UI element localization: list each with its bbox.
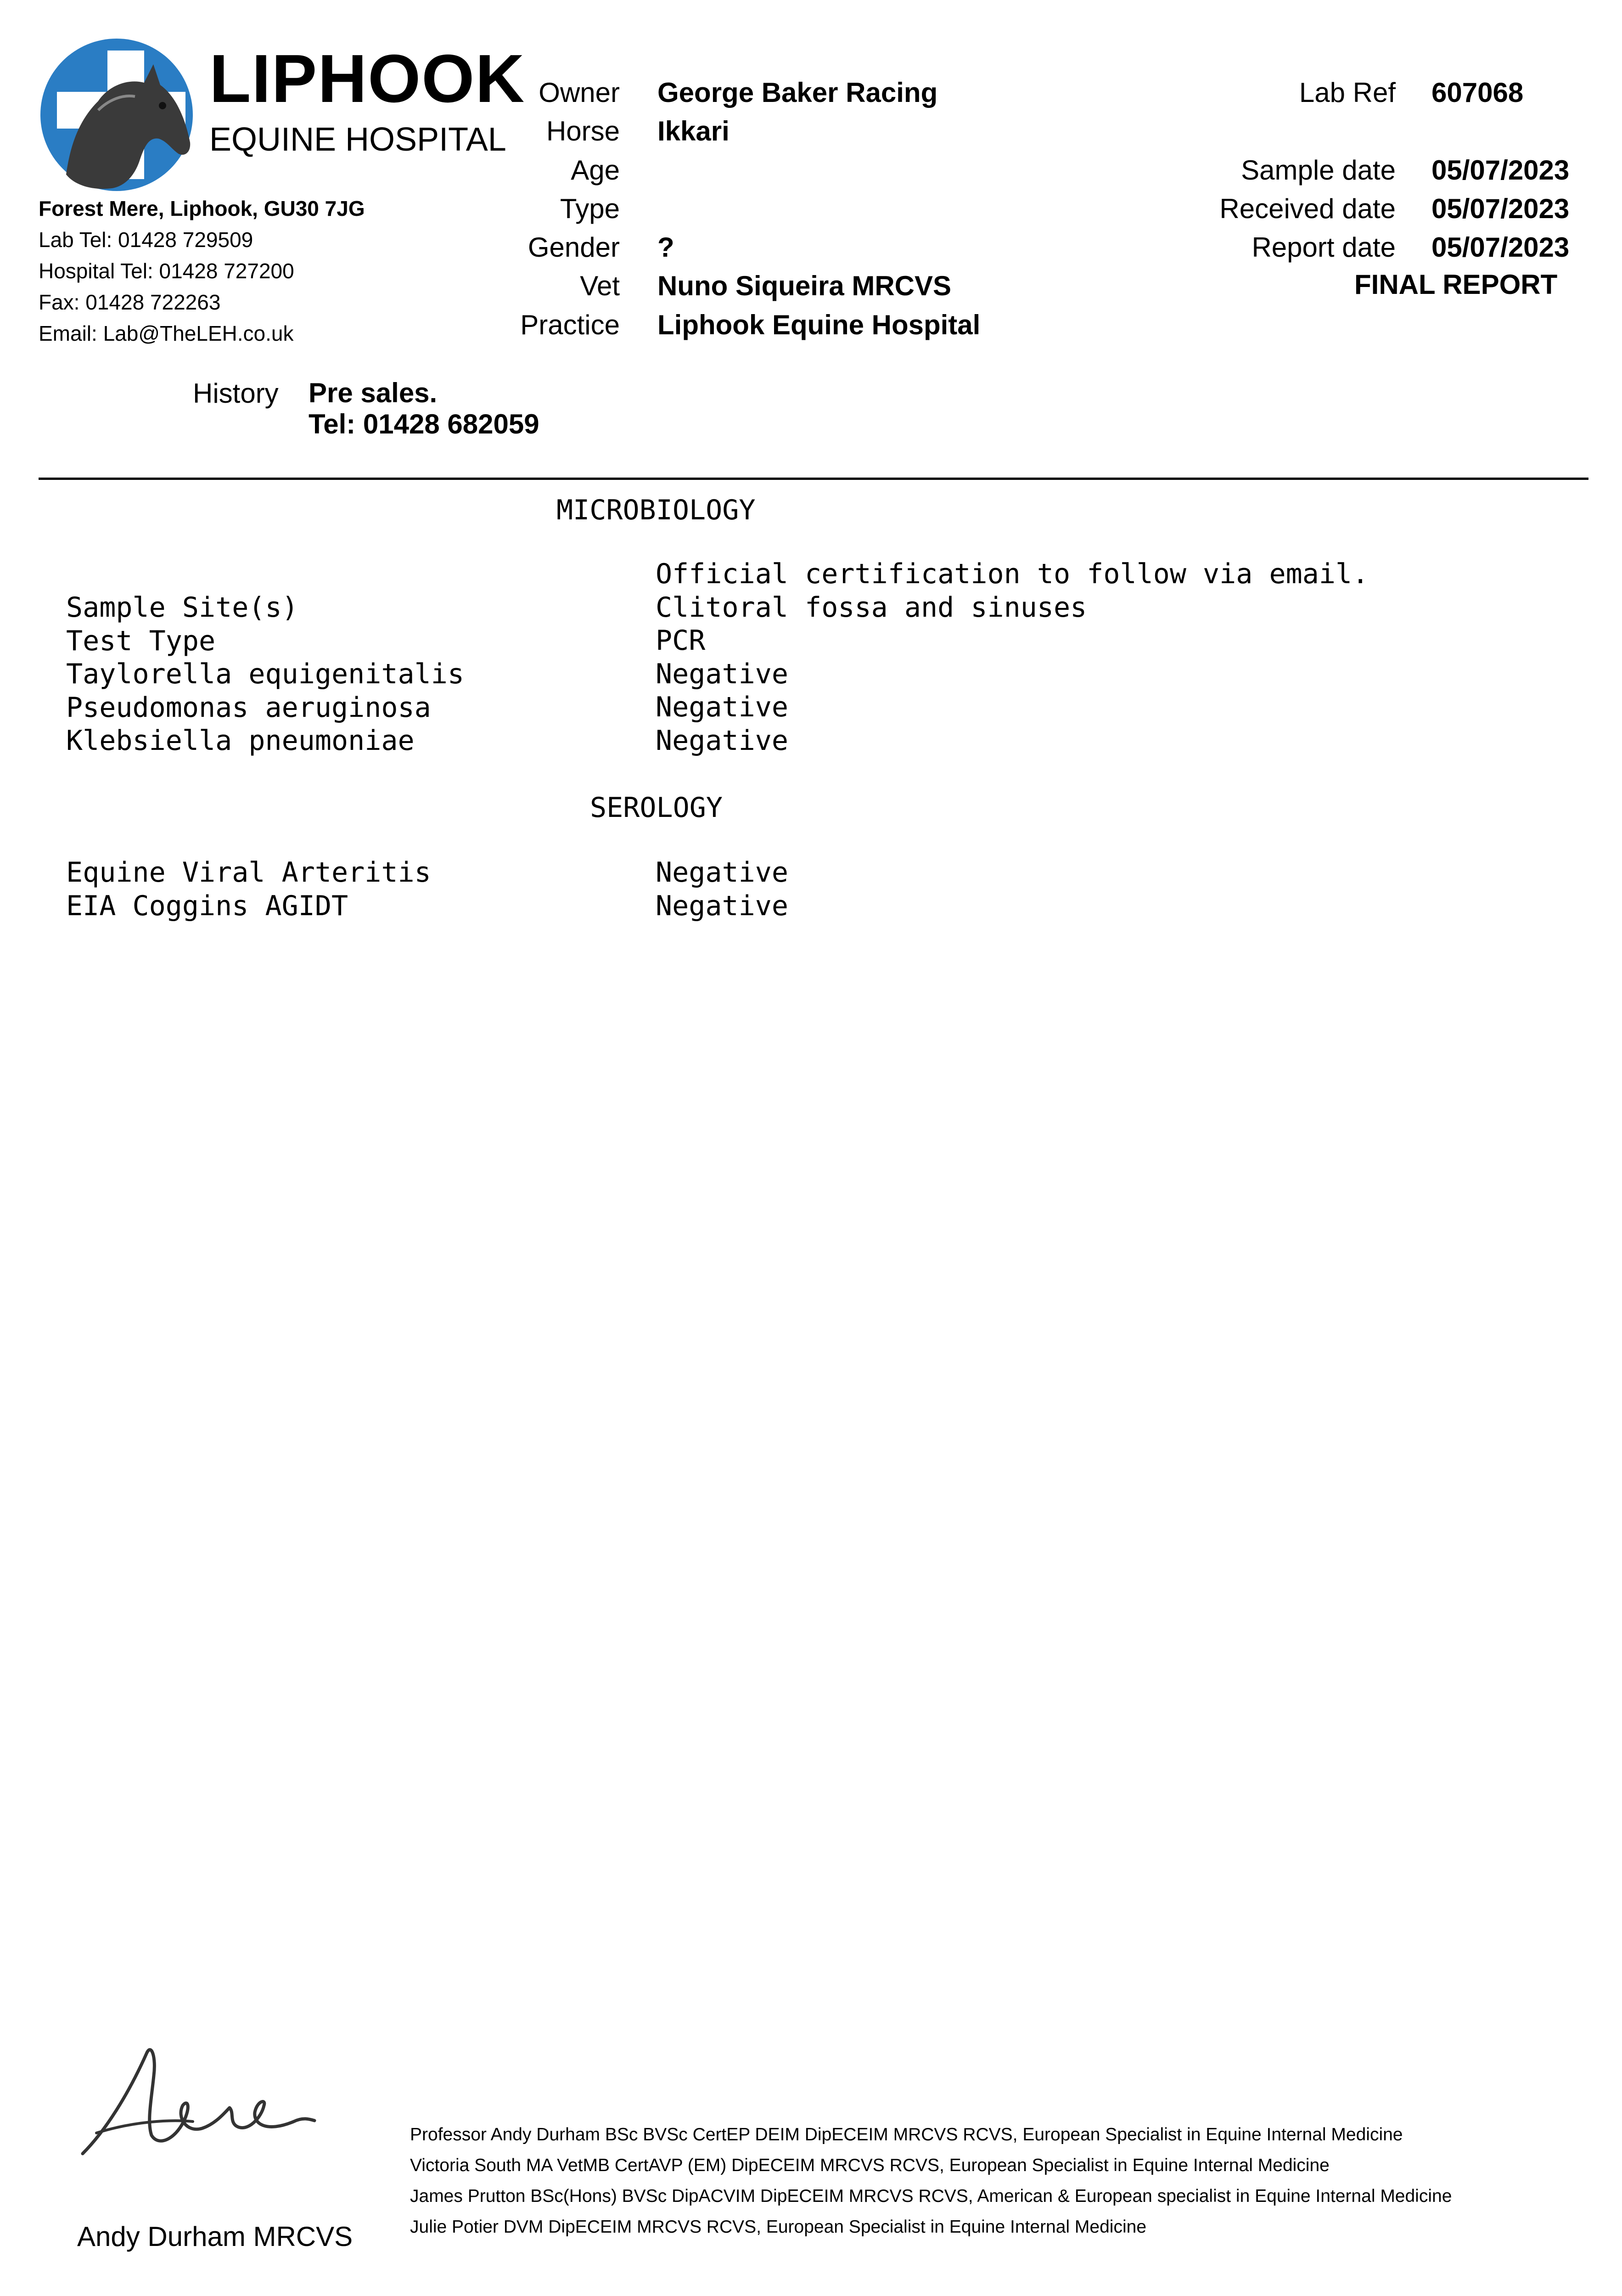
result-label: Sample Site(s) [66,591,298,624]
horse-cross-logo-icon [39,37,195,193]
type-value [657,190,980,228]
history-line-1: Pre sales. [309,377,438,408]
microbiology-values [656,557,1369,757]
result-value: Negative [656,724,788,757]
lab-labels [1125,73,1396,267]
result-value: Clitoral fossa and sinuses [656,591,1087,624]
lab-values [1431,73,1569,267]
report-date-label: Report date [1252,232,1396,263]
owner-label: Owner [539,77,620,108]
lab-tel: Lab Tel: 01428 729509 [39,228,253,252]
gender-label: Gender [528,232,620,263]
fax: Fax: 01428 722263 [39,290,221,314]
handwritten-signature-icon [78,2043,317,2163]
vet-value: Nuno Siqueira MRCVS [657,270,952,302]
result-label: Test Type [66,625,216,657]
received-date-value: 05/07/2023 [1431,193,1570,224]
received-date-label: Received date [1219,193,1396,224]
lab-ref-label: Lab Ref [1299,77,1396,108]
signature-image [78,2043,317,2163]
address: Forest Mere, Liphook, GU30 7JG [39,197,365,220]
email: Email: Lab@TheLEH.co.uk [39,321,294,345]
hospital-logo [39,37,195,193]
sample-date-label: Sample date [1241,154,1396,186]
staff-item: Julie Potier DVM DipECEIM MRCVS RCVS, European Specialist in Equine Internal Medicine [410,2217,1147,2237]
result-value: PCR [656,625,706,657]
practice-value: Liphook Equine Hospital [657,309,981,340]
hospital-tel: Hospital Tel: 01428 727200 [39,259,294,283]
patient-values [657,73,980,344]
result-label: Klebsiella pneumoniae [66,725,415,757]
history-value [309,377,539,440]
staff-item: James Prutton BSc(Hons) BVSc DipACVIM DipECEIM MRCVS RCVS, American & European specialist in Equine Internal Medicine [410,2186,1452,2206]
sample-date-value: 05/07/2023 [1431,154,1570,186]
microbiology-heading: MICROBIOLOGY [556,494,756,526]
horse-label: Horse [546,116,620,147]
practice-label: Practice [520,309,620,340]
result-value: Negative [656,658,788,690]
result-label: Equine Viral Arteritis [66,856,431,889]
brand-subtitle: EQUINE HOSPITAL [209,121,506,158]
certification-note: Official certification to follow via email. [656,558,1369,590]
age-label: Age [571,154,620,186]
result-value: Negative [656,856,788,889]
horse-value: Ikkari [657,116,730,147]
result-label: EIA Coggins AGIDT [66,889,348,922]
history-line-2: Tel: 01428 682059 [309,409,539,439]
report-status: FINAL REPORT [1354,269,1558,300]
staff-item: Victoria South MA VetMB CertAVP (EM) DipECEIM MRCVS RCVS, European Specialist in Equine Internal Medicine [410,2155,1330,2175]
age-value [657,151,980,190]
owner-value: George Baker Racing [657,77,938,108]
serology-values [656,856,788,923]
type-label: Type [560,193,620,224]
staff-item: Professor Andy Durham BSc BVSc CertEP DEIM DipECEIM MRCVS RCVS, European Specialist in Equine Internal Medicine [410,2125,1403,2144]
serology-labels [66,856,431,923]
result-label: Taylorella equigenitalis [66,658,464,690]
result-value: Negative [656,889,788,922]
serology-heading: SEROLOGY [590,792,723,824]
result-value: Negative [656,691,788,723]
patient-labels [496,73,620,344]
contact-block [39,193,365,349]
microbiology-labels [66,591,464,758]
brand-name: LIPHOOK [209,41,526,117]
result-label: Pseudomonas aeruginosa [66,691,431,724]
history-label: History [193,378,279,409]
lab-ref-value: 607068 [1431,77,1524,108]
report-date-value: 05/07/2023 [1431,232,1570,263]
vet-label: Vet [580,270,620,302]
gender-value: ? [657,232,674,263]
staff-list [410,2119,1452,2242]
signatory-name: Andy Durham MRCVS [77,2221,353,2252]
header-divider [39,478,1588,480]
